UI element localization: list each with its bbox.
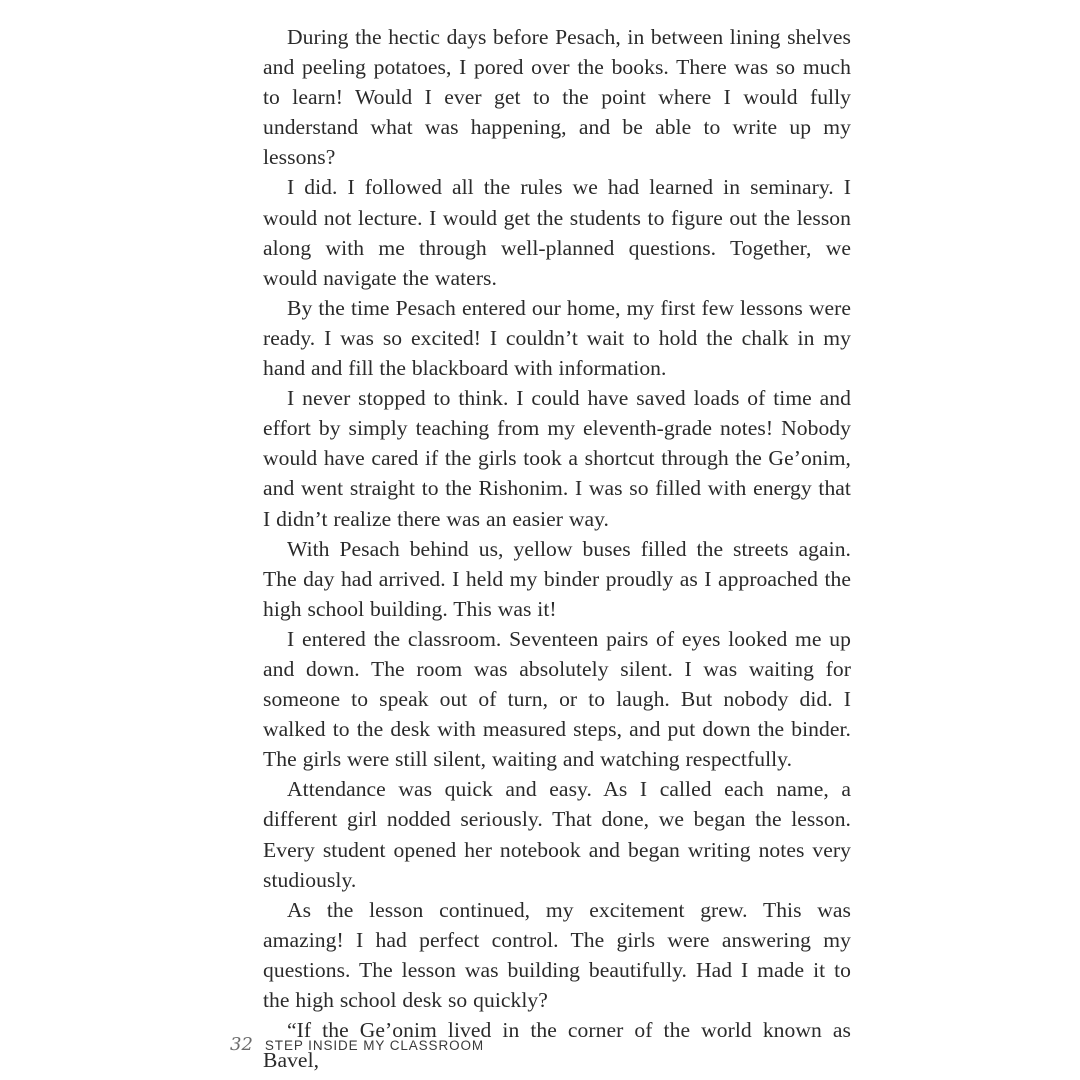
paragraph: Attendance was quick and easy. As I called each name, a different girl nodded seriously. That done, we began the lesson. Every student opened her notebook and began writing notes very studiously. <box>263 777 851 892</box>
paragraph: I never stopped to think. I could have saved loads of time and effort by simply teaching from my eleventh-grade notes! Nobody would have cared if the girls took a shortcut through the Ge’onim, and went straight to the Rishonim. I was so filled with energy that I didn’t realize there was an easier way. <box>263 386 851 531</box>
paragraph: With Pesach behind us, yellow buses filled the streets again. The day had arrived. I held my binder proudly as I approached the high school building. This was it! <box>263 536 851 621</box>
paragraph: I entered the classroom. Seventeen pairs of eyes looked me up and down. The room was absolutely silent. I was waiting for someone to speak out of turn, or to laugh. But nobody did. I walked to the desk with measured steps, and put down the binder. The girls were still silent, waiting and watching respectfully. <box>263 626 851 772</box>
page-footer <box>230 1034 484 1058</box>
running-head: STEP INSIDE MY CLASSROOM <box>264 1038 485 1053</box>
paragraph: During the hectic days before Pesach, in between lining shelves and peeling potatoes, I pored over the books. There was so much to learn! Would I ever get to the point where I would fully understand what was happening, and be able to write up my lessons? <box>263 25 851 170</box>
paragraph: As the lesson continued, my excitement grew. This was amazing! I had perfect control. The girls were answering my questions. The lesson was building beautifully. Had I made it to the high school desk so quickly? <box>263 897 851 1012</box>
body-text <box>263 22 851 1075</box>
paragraph: I did. I followed all the rules we had learned in seminary. I would not lecture. I would get the students to figure out the lesson along with me through well-planned questions. Together, we would navigate the waters. <box>263 175 851 290</box>
page-number: 32 <box>230 1034 253 1055</box>
paragraph: By the time Pesach entered our home, my first few lessons were ready. I was so excited! I couldn’t wait to hold the chalk in my hand and fill the blackboard with information. <box>263 295 851 381</box>
paragraph-continued: “If the Ge’onim lived in the corner of the world known as Bavel, <box>263 1018 851 1073</box>
